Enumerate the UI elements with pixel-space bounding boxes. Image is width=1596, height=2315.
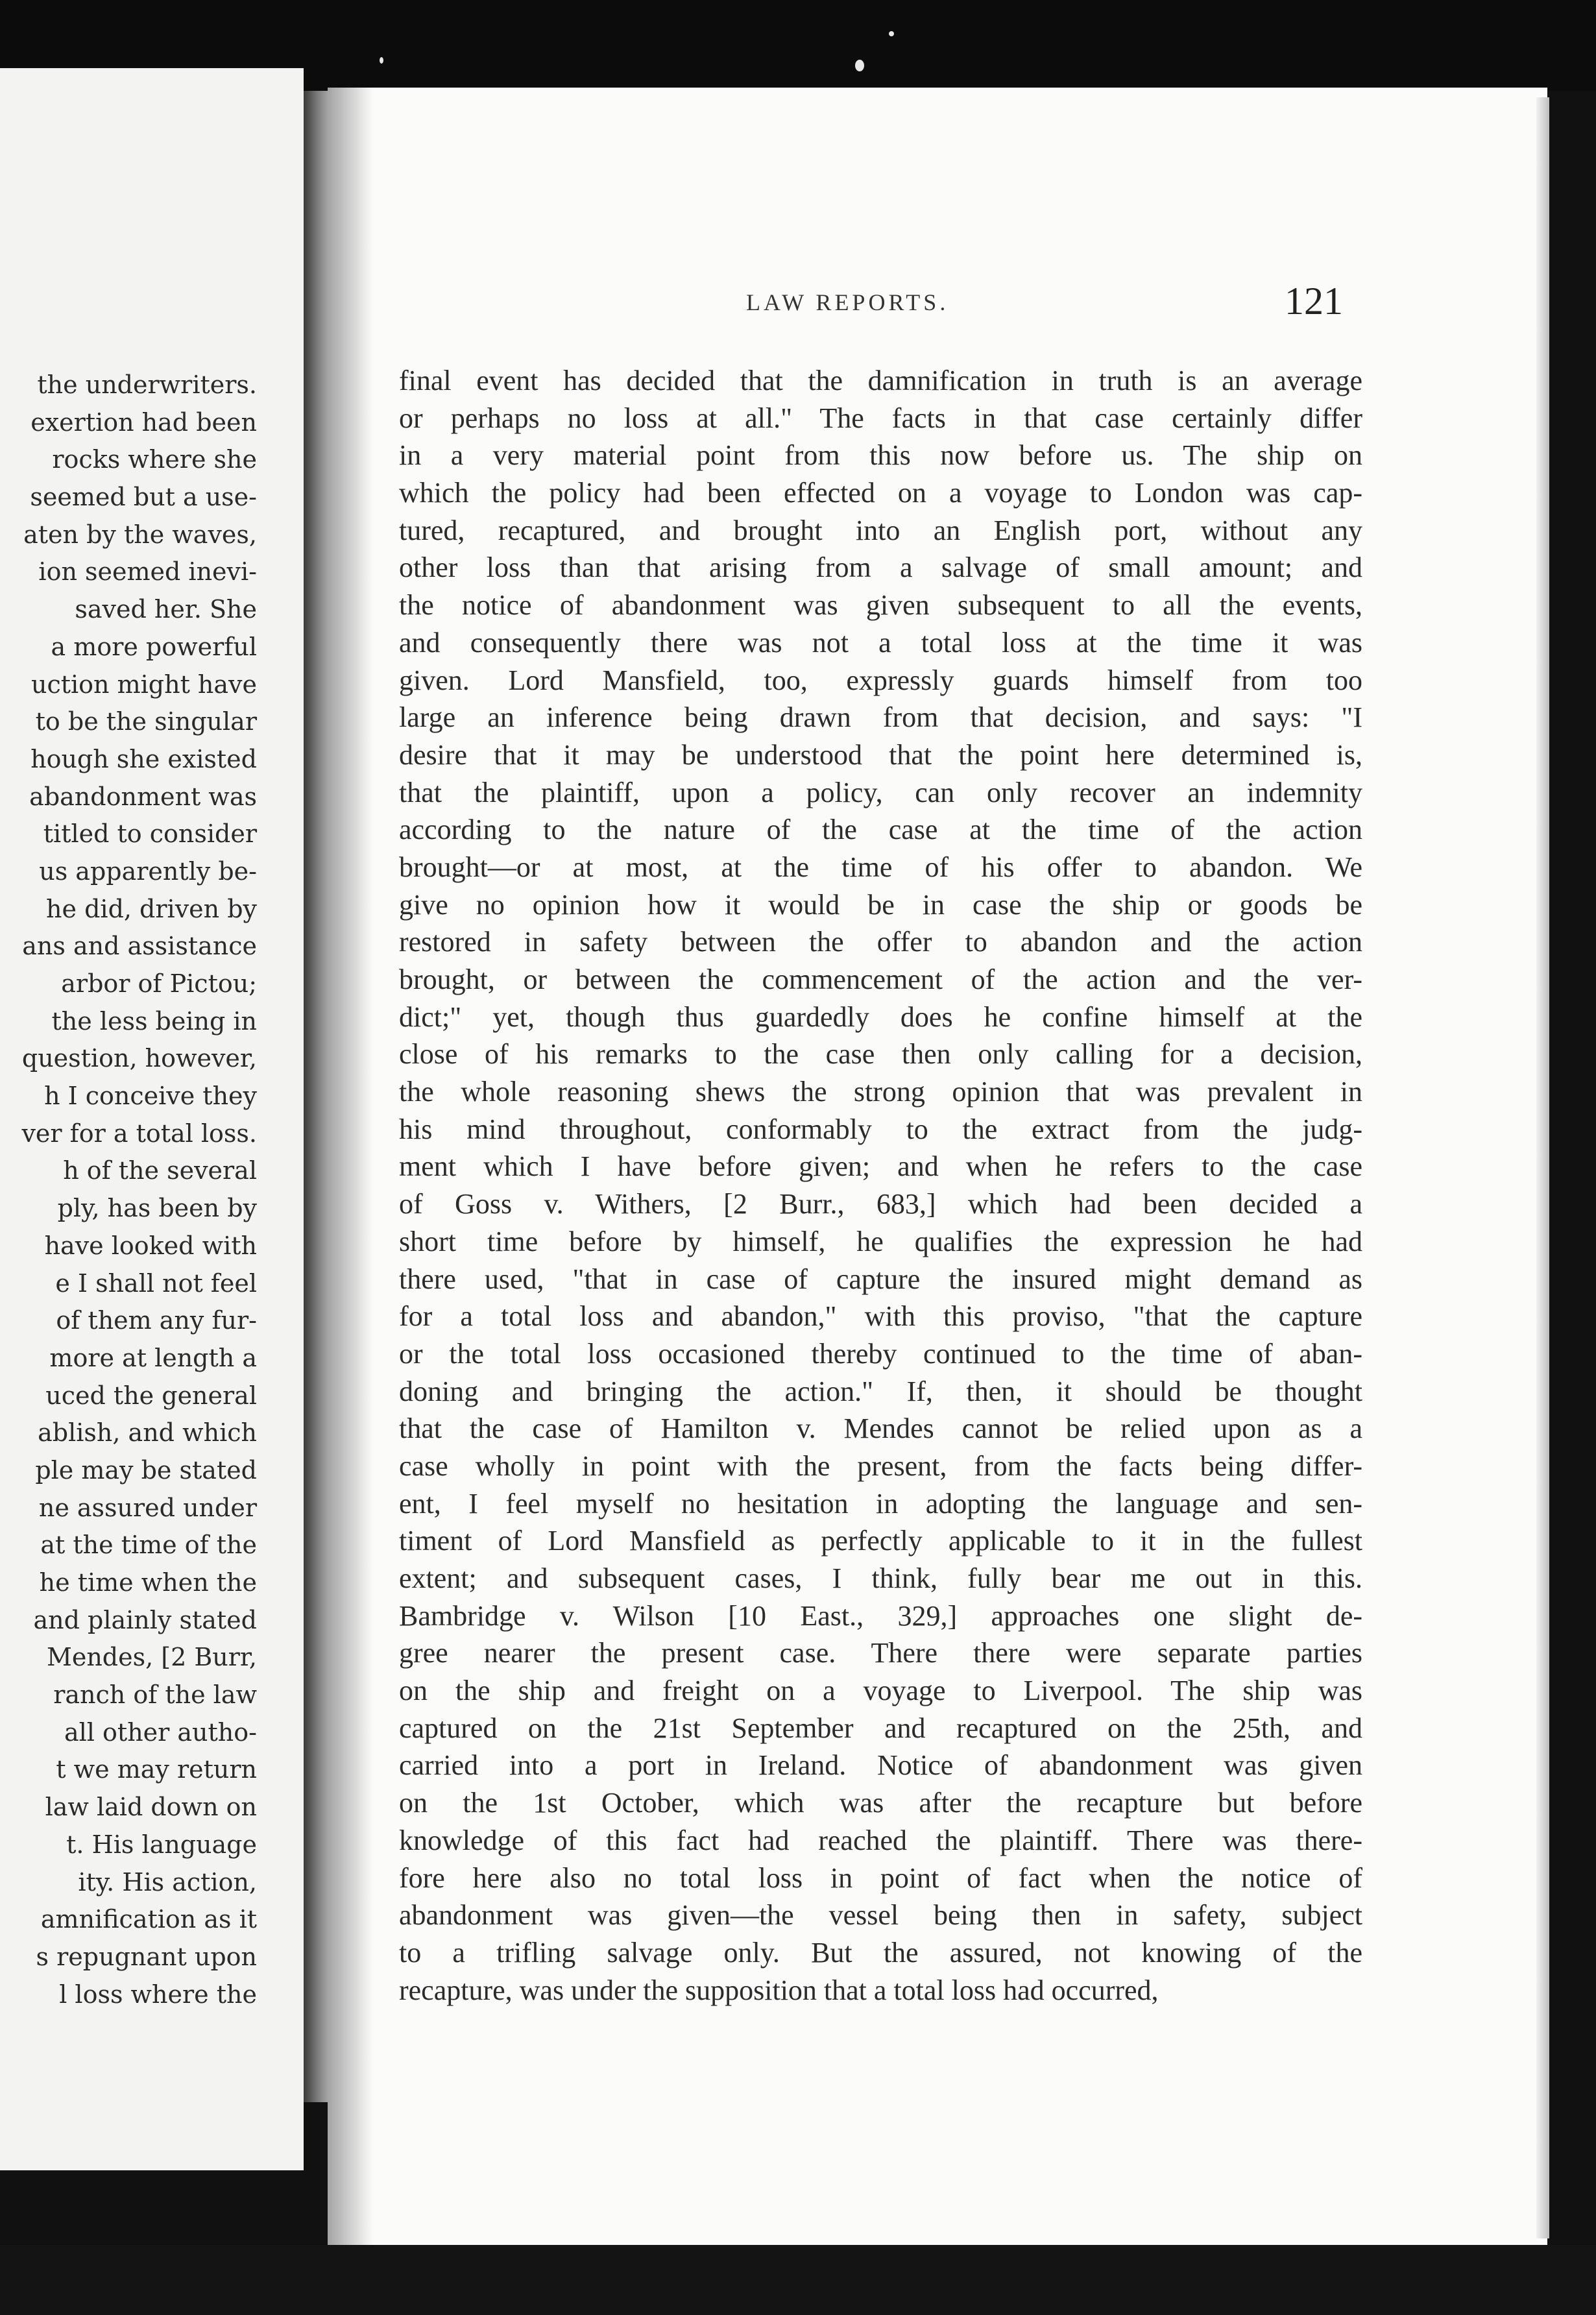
facing-page-line: h of the several (63, 1156, 257, 1185)
body-line: his mind throughout, conformably to the extract from the judg- (399, 1113, 1362, 1145)
dust-speck (380, 57, 383, 64)
body-line: give no opinion how it would be in case the ship or goods be (399, 888, 1362, 921)
facing-page-line: the underwriters. (37, 370, 257, 399)
facing-page-line: ne assured under (38, 1493, 257, 1522)
body-line: abandonment was given—the vessel being then in safety, subject (399, 1899, 1362, 1932)
body-line: the notice of abandonment was given subsequent to all the events, (399, 589, 1362, 622)
facing-page-line: us apparently be- (39, 856, 257, 886)
facing-page-line: amnification as it (40, 1905, 257, 1934)
facing-page-line: ver for a total loss. (21, 1119, 257, 1148)
body-line: that the plaintiff, upon a policy, can only recover an indemnity (399, 776, 1362, 808)
body-line: Bambridge v. Wilson [10 East., 329,] approaches one slight de- (399, 1599, 1362, 1632)
scanner-background-bottom (0, 2245, 1596, 2315)
facing-page-line: ablish, and which (38, 1418, 257, 1448)
facing-page-line: t we may return (56, 1755, 257, 1784)
facing-page-line: l loss where the (59, 1980, 257, 2009)
body-line: large an inference being drawn from that decision, and says: "I (399, 701, 1362, 734)
body-line: close of his remarks to the case then only calling for a decision, (399, 1038, 1362, 1071)
body-line: case wholly in point with the present, from the facts being differ- (399, 1449, 1362, 1482)
facing-page-line: seemed but a use- (30, 483, 257, 512)
facing-page-line: ply, has been by (57, 1194, 257, 1223)
body-line: tured, recaptured, and brought into an English port, without any (399, 514, 1362, 546)
dust-speck (889, 31, 894, 36)
facing-page-line: have looked with (44, 1231, 257, 1260)
body-line: other loss than that arising from a salvage of small amount; and (399, 551, 1362, 584)
facing-page-line: all other autho- (64, 1717, 257, 1747)
facing-page-line: hough she existed (30, 744, 257, 773)
facing-page-line: uction might have (30, 670, 257, 699)
body-line: desire that it may be understood that the point here determined is, (399, 738, 1362, 771)
facing-page-line: t. His language (66, 1830, 257, 1859)
body-line: brought, or between the commencement of the action and the ver- (399, 964, 1362, 995)
body-line: in a very material point from this now before us. The ship on (399, 439, 1362, 472)
body-line: recapture, was under the supposition that a total loss had occurred, (399, 1974, 1159, 2006)
facing-page-line: ple may be stated (35, 1455, 257, 1485)
facing-page-line: question, however, (21, 1044, 257, 1073)
page-edge (1536, 97, 1549, 2238)
body-line: on the ship and freight on a voyage to Liverpool. The ship was (399, 1675, 1362, 1707)
body-line: given. Lord Mansfield, too, expressly guards himself from too (399, 664, 1362, 696)
body-line: gree nearer the present case. There there were separate parties (399, 1637, 1362, 1669)
body-line: captured on the 21st September and recaptured on the 25th, and (399, 1712, 1362, 1744)
facing-page-line: titled to consider (43, 819, 257, 849)
body-line: doning and bringing the action." If, then, it should be thought (399, 1375, 1362, 1407)
facing-page-left (0, 68, 304, 2170)
body-line: which the policy had been effected on a voyage to London was cap- (399, 477, 1362, 509)
facing-page-line: to be the singular (35, 707, 257, 736)
body-line: restored in safety between the offer to abandon and the action (399, 926, 1362, 958)
dust-speck (855, 60, 864, 71)
body-line: fore here also no total loss in point of fact when the notice of (399, 1861, 1362, 1894)
facing-page-line: more at length a (49, 1343, 257, 1372)
body-line: that the case of Hamilton v. Mendes cannot be relied upon as a (399, 1412, 1362, 1445)
body-line: ent, I feel myself no hesitation in adopting the language and sen- (399, 1487, 1362, 1520)
body-line: ment which I have before given; and when he refers to the case (399, 1150, 1362, 1183)
facing-page-line: s repugnant upon (36, 1942, 257, 1971)
facing-page-line: ity. His action, (78, 1867, 257, 1897)
facing-page-line: Mendes, [2 Burr, (46, 1643, 257, 1672)
facing-page-line: he did, driven by (46, 894, 257, 923)
page-number: 121 (1285, 280, 1343, 322)
facing-page-line: ans and assistance (22, 932, 257, 961)
body-line: dict;" yet, though thus guardedly does he confine himself at the (399, 1000, 1362, 1033)
body-line: and consequently there was not a total loss at the time it was (399, 626, 1362, 659)
body-line: knowledge of this fact had reached the plaintiff. There was there- (399, 1824, 1362, 1856)
body-line: according to the nature of the case at the time of the action (399, 814, 1362, 846)
body-line: to a trifling salvage only. But the assured, not knowing of the (399, 1936, 1362, 1969)
running-head: LAW REPORTS. (746, 289, 949, 315)
body-line: extent; and subsequent cases, I think, fully bear me out in this. (399, 1562, 1362, 1594)
facing-page-text (0, 367, 257, 2013)
body-line: for a total loss and abandon," with this proviso, "that the capture (399, 1300, 1362, 1333)
body-line: there used, "that in case of capture the insured might demand as (399, 1263, 1362, 1295)
body-line: on the 1st October, which was after the recapture but before (399, 1787, 1362, 1819)
facing-page-line: h I conceive they (44, 1082, 257, 1111)
body-line: brought—or at most, at the time of his offer to abandon. We (399, 851, 1362, 883)
facing-page-line: and plainly stated (33, 1605, 257, 1634)
body-line: of Goss v. Withers, [2 Burr., 683,] which had been decided a (399, 1188, 1362, 1220)
facing-page-line: uced the general (45, 1381, 257, 1410)
body-line: carried into a port in Ireland. Notice of abandonment was given (399, 1749, 1362, 1782)
facing-page-line: abandonment was (29, 782, 257, 811)
facing-page-line: saved her. She (75, 595, 257, 624)
facing-page-line: ion seemed inevi- (38, 557, 257, 587)
facing-page-line: a more powerful (51, 632, 257, 661)
body-line: or perhaps no loss at all." The facts in that case certainly differ (399, 402, 1362, 434)
facing-page-line: of them any fur- (56, 1306, 257, 1335)
facing-page-line: exertion had been (30, 407, 257, 437)
body-line: the whole reasoning shews the strong opinion that was prevalent in (399, 1076, 1362, 1108)
facing-page-line: law laid down on (45, 1793, 257, 1822)
body-text (399, 362, 1362, 2009)
body-line: final event has decided that the damnification in truth is an average (399, 365, 1362, 396)
fold-shadow (328, 88, 373, 2245)
facing-page-line: e I shall not feel (55, 1268, 257, 1298)
body-line: timent of Lord Mansfield as perfectly applicable to it in the fullest (399, 1525, 1362, 1557)
body-line: or the total loss occasioned thereby continued to the time of aban- (399, 1337, 1362, 1370)
facing-page-line: at the time of the (40, 1531, 257, 1560)
facing-page-line: he time when the (39, 1568, 257, 1597)
facing-page-line: arbor of Pictou; (61, 969, 257, 998)
facing-page-line: ranch of the law (53, 1680, 257, 1710)
facing-page-line: the less being in (51, 1006, 257, 1036)
facing-page-line: aten by the waves, (23, 520, 257, 549)
body-line: short time before by himself, he qualifies the expression he had (399, 1225, 1362, 1257)
facing-page-line: rocks where she (52, 445, 257, 474)
